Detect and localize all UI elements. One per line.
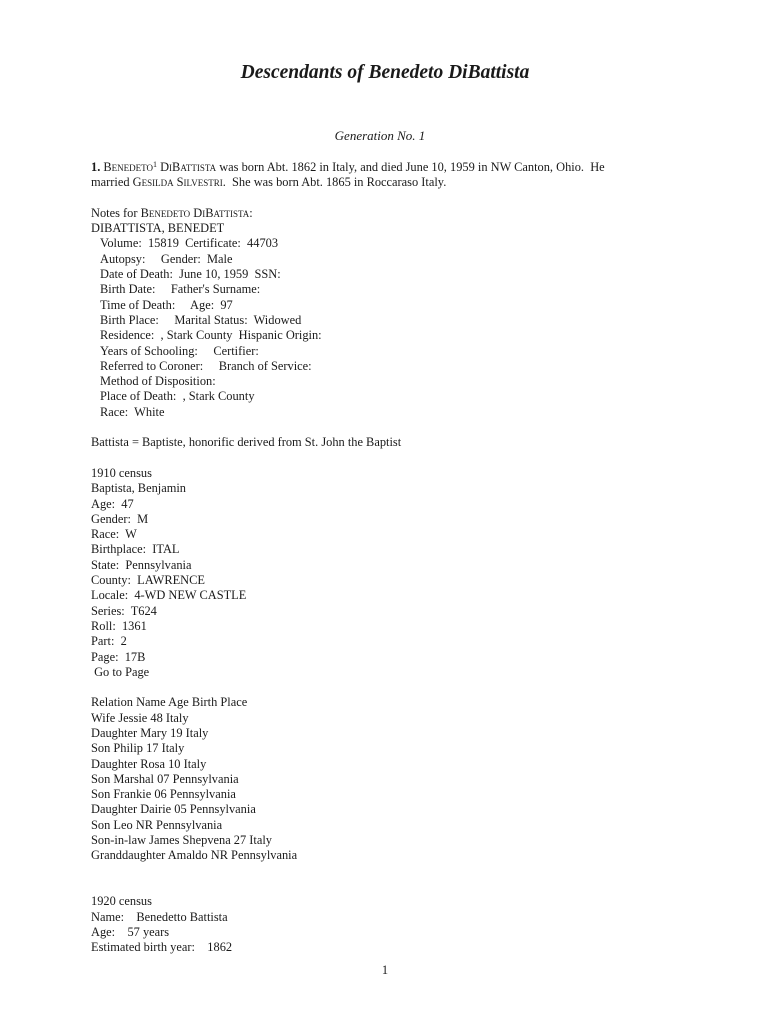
census-line: Part: 2 bbox=[91, 634, 127, 649]
record-line: Place of Death: , Stark County bbox=[100, 389, 255, 404]
notes-header-name: Benedeto DiBattista bbox=[140, 205, 250, 220]
record-line: Birth Place: Marital Status: Widowed bbox=[100, 312, 302, 327]
census-line: County: LAWRENCE bbox=[91, 573, 205, 588]
record-line: Time of Death: Age: 97 bbox=[100, 297, 233, 312]
census-line: Birthplace: ITAL bbox=[91, 542, 180, 557]
household-row: Daughter Rosa 10 Italy bbox=[91, 756, 207, 771]
record-line: Years of Schooling: Certifier: bbox=[100, 343, 259, 358]
census-line: Age: 47 bbox=[91, 496, 134, 511]
census-line: Go to Page bbox=[91, 664, 150, 679]
census-line: Roll: 1361 bbox=[91, 618, 147, 633]
battista-note: Battista = Baptiste, honorific derived from St. John the Baptist bbox=[91, 435, 402, 450]
person-name-first: Benedeto bbox=[103, 160, 153, 174]
record-line: Race: White bbox=[100, 404, 165, 419]
census-line: Name: Benedetto Battista bbox=[91, 909, 228, 924]
household-row: Son Leo NR Pennsylvania bbox=[91, 817, 223, 832]
household-row: Son Philip 17 Italy bbox=[91, 741, 185, 756]
entry-text-2a: married bbox=[91, 175, 133, 190]
entry-text-2b: . She was born Abt. 1865 in Roccaraso Italy. bbox=[222, 175, 447, 190]
record-name: DIBATTISTA, BENEDET bbox=[91, 221, 225, 236]
census-line: 1920 census bbox=[91, 894, 152, 909]
household-row: Wife Jessie 48 Italy bbox=[91, 710, 189, 725]
document-body bbox=[91, 160, 651, 955]
census-line: Race: W bbox=[91, 527, 137, 542]
census-line: Series: T624 bbox=[91, 603, 157, 618]
record-line: Autopsy: Gender: Male bbox=[100, 251, 233, 266]
entry-text-1: was born Abt. 1862 in Italy, and died June 10, 1959 in NW Canton, Ohio. He bbox=[216, 160, 605, 174]
household-row: Son Frankie 06 Pennsylvania bbox=[91, 787, 236, 802]
record-line: Method of Disposition: bbox=[100, 374, 216, 389]
census-line: Estimated birth year: 1862 bbox=[91, 940, 233, 955]
notes-header-prefix: Notes for bbox=[91, 205, 141, 220]
census-line: Page: 17B bbox=[91, 649, 146, 664]
generation-superscript: 1 bbox=[153, 160, 157, 169]
household-row: Son-in-law James Shepvena 27 Italy bbox=[91, 833, 273, 848]
notes-header-suffix: : bbox=[249, 205, 253, 220]
census-line: Baptista, Benjamin bbox=[91, 481, 186, 496]
entry-number: 1. bbox=[91, 160, 101, 174]
document-title: Descendants of Benedeto DiBattista bbox=[240, 62, 530, 83]
spouse-name: Gesilda Silvestri bbox=[132, 175, 223, 190]
household-table bbox=[91, 695, 651, 863]
census-line: Gender: M bbox=[91, 511, 149, 526]
household-row: Daughter Dairie 05 Pennsylvania bbox=[91, 802, 256, 817]
generation-heading: Generation No. 1 bbox=[334, 128, 426, 143]
household-row: Relation Name Age Birth Place bbox=[91, 695, 248, 710]
record-line: Birth Date: Father's Surname: bbox=[100, 282, 261, 297]
entry-line-2 bbox=[91, 175, 651, 190]
household-row: Granddaughter Amaldo NR Pennsylvania bbox=[91, 848, 298, 863]
census-line: Age: 57 years bbox=[91, 924, 170, 939]
household-row: Daughter Mary 19 Italy bbox=[91, 725, 209, 740]
entry-line-1 bbox=[91, 160, 651, 175]
record-line: Referred to Coroner: Branch of Service: bbox=[100, 358, 312, 373]
census-line: State: Pennsylvania bbox=[91, 557, 192, 572]
record-line: Volume: 15819 Certificate: 44703 bbox=[100, 236, 279, 251]
page-number: 1 bbox=[381, 963, 389, 977]
notes-header bbox=[91, 206, 651, 221]
record-line: Residence: , Stark County Hispanic Origin: bbox=[100, 328, 322, 343]
census-1920-section bbox=[91, 894, 651, 955]
census-line: Locale: 4-WD NEW CASTLE bbox=[91, 588, 247, 603]
person-name-last: DiBattista bbox=[160, 160, 217, 174]
census-line: 1910 census bbox=[91, 465, 152, 480]
death-record bbox=[91, 236, 651, 420]
household-row: Son Marshal 07 Pennsylvania bbox=[91, 771, 239, 786]
census-1910-section bbox=[91, 466, 651, 680]
record-line: Date of Death: June 10, 1959 SSN: bbox=[100, 267, 281, 282]
